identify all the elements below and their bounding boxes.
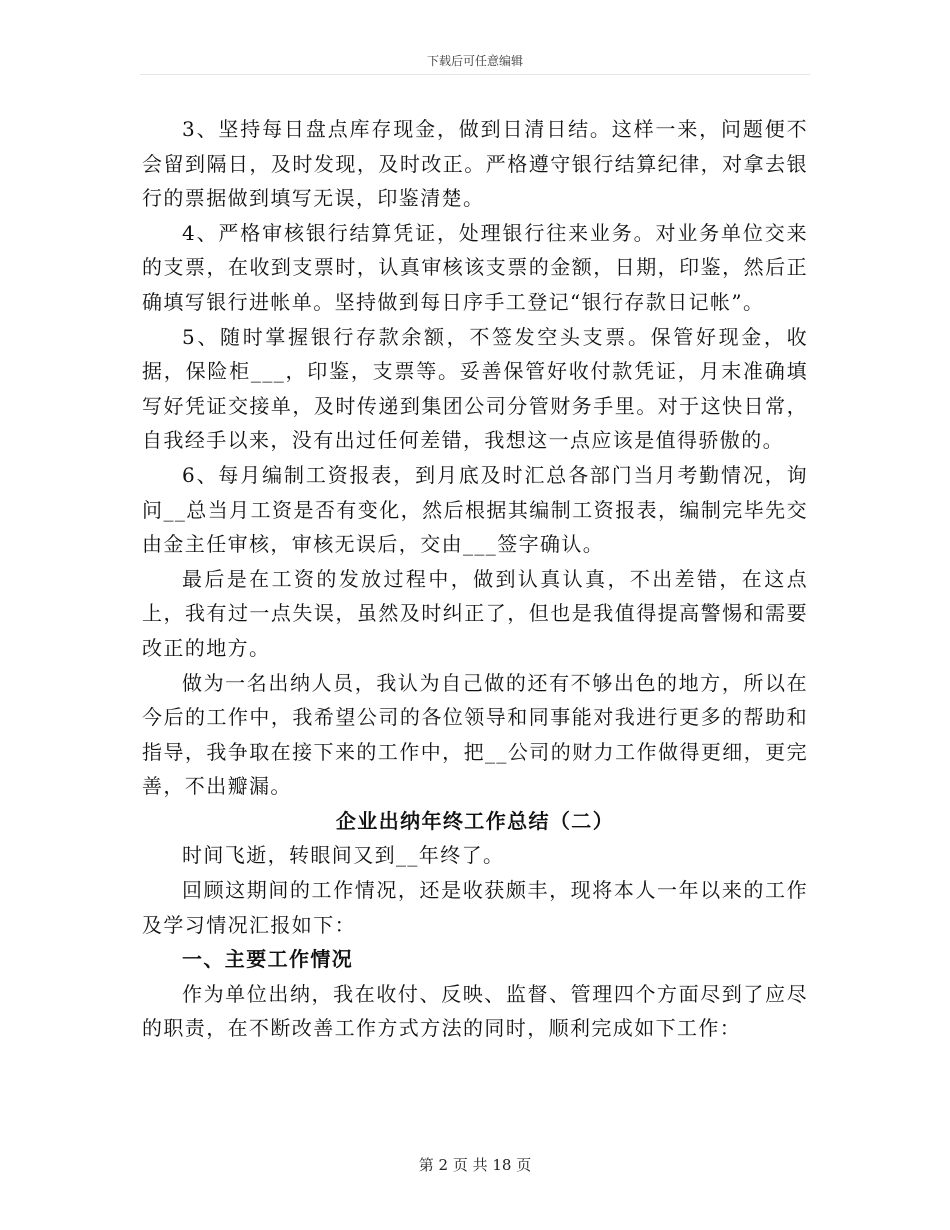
paragraph-item-6: 6、每月编制工资报表，到月底及时汇总各部门当月考勤情况，询问__总当月工资是否有变化，然后根据其编制工资报表，编制完毕先交由金主任审核，审核无误后，交由___签字确认。	[142, 462, 808, 557]
paragraph-item-5: 5、随时掌握银行存款余额，不签发空头支票。保管好现金，收据，保险柜___，印鉴，支票等。妥善保管好收付款凭证，月末准确填写好凭证交接单，及时传递到集团公司分管财务手里。对于这快日常，自我经手以来，没有出过任何差错，我想这一点应该是值得骄傲的。	[142, 324, 808, 453]
paragraph-duties: 作为单位出纳，我在收付、反映、监督、管理四个方面尽到了应尽的职责，在不断改善工作方式方法的同时，顺利完成如下工作：	[142, 981, 808, 1041]
paragraph-review: 回顾这期间的工作情况，还是收获颇丰，现将本人一年以来的工作及学习情况汇报如下：	[142, 878, 808, 937]
page-header: 下载后可任意编辑	[426, 54, 523, 68]
page-number: 第 2 页 共 18 页	[418, 1156, 532, 1174]
document-body	[142, 112, 808, 1046]
paragraph-intro: 时间飞逝，转眼间又到__年终了。	[182, 843, 505, 868]
section-heading: 一、主要工作情况	[182, 947, 354, 972]
paragraph-payroll: 最后是在工资的发放过程中，做到认真认真，不出差错，在这点上，我有过一点失误，虽然及时纠正了，但也是我值得提高警惕和需要改正的地方。	[142, 566, 808, 660]
header-divider	[140, 74, 810, 75]
paragraph-outlook: 做为一名出纳人员，我认为自己做的还有不够出色的地方，所以在今后的工作中，我希望公司的各位领导和同事能对我进行更多的帮助和指导，我争取在接下来的工作中，把__公司的财力工作做得更细，更完善，不出瓣漏。	[142, 670, 808, 799]
paragraph-item-3: 3、坚持每日盘点库存现金，做到日清日结。这样一来，问题便不会留到隔日，及时发现，及时改正。严格遵守银行结算纪律，对拿去银行的票据做到填写无误，印鉴清楚。	[142, 117, 808, 211]
section-title: 企业出纳年终工作总结（二）	[335, 808, 615, 833]
paragraph-item-4: 4、严格审核银行结算凭证，处理银行往来业务。对业务单位交来的支票，在收到支票时，认真审核该支票的金额，日期，印鉴，然后正确填写银行进帐单。坚持做到每日序手工登记“银行存款日记帐”。	[142, 220, 808, 314]
